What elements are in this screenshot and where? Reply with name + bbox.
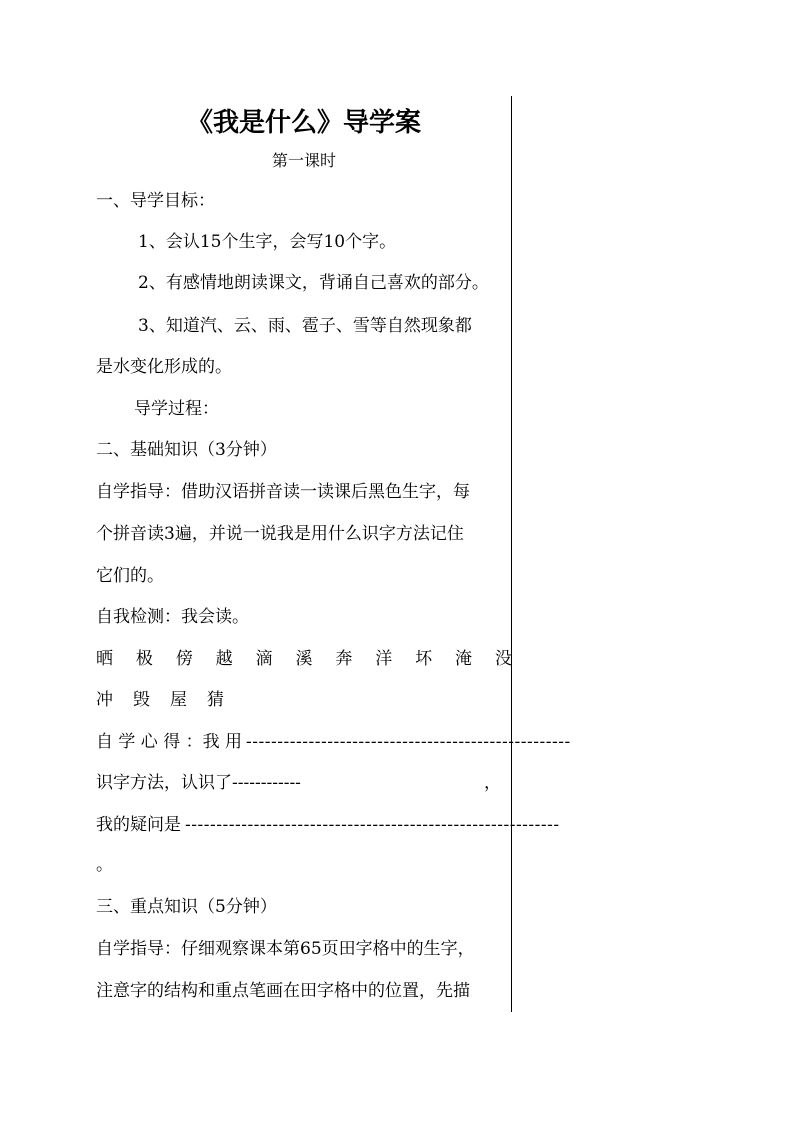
reflection-blank: ---------------------------------------------------- [246, 732, 571, 752]
section2-guide-line1: 自学指导：借助汉语拼音读一读课后黑色生字，每 [96, 482, 470, 502]
goal-3-line1: 3、知道汽、云、雨、雹子、雪等自然现象都 [138, 316, 472, 336]
question-line [96, 814, 560, 836]
section3-guide-line2: 注意字的结构和重点笔画在田字格中的位置，先描 [96, 981, 470, 1001]
goal-3-line2: 是水变化形成的。 [96, 357, 232, 377]
document-title: 《我是什么》导学案 [186, 108, 421, 138]
char: 滴 [255, 649, 273, 669]
goal-1: 1、会认15个生字，会写10个字。 [138, 232, 397, 252]
method-line [96, 772, 301, 794]
goal-2: 2、有感情地朗读课文，背诵自己喜欢的部分。 [138, 273, 489, 293]
section1-heading: 一、导学目标： [96, 191, 215, 211]
section2-guide-line2: 个拼音读3遍，并说一说我是用什么识字方法记住 [96, 524, 464, 544]
char: 坏 [415, 649, 433, 669]
char: 奔 [335, 649, 353, 669]
process-heading: 导学过程： [134, 399, 219, 419]
char: 猜 [207, 690, 224, 710]
reflection-line [96, 731, 571, 753]
char: 晒 [96, 649, 113, 669]
char: 越 [215, 649, 233, 669]
char: 淹 [455, 649, 473, 669]
chars-row-1 [96, 648, 512, 670]
section2-guide-line3: 它们的。 [96, 566, 164, 586]
method-text: 识字方法，认识了------------ [96, 773, 301, 793]
section3-heading: 三、重点知识（5分钟） [96, 897, 277, 917]
char: 毁 [133, 690, 150, 710]
chars-row-2 [96, 689, 224, 711]
document-column [96, 96, 571, 1012]
char: 极 [135, 649, 153, 669]
char: 洋 [375, 649, 393, 669]
question-label: 我的疑问是 [96, 815, 181, 835]
question-blank: ------------------------------------------------------------ [185, 815, 560, 835]
char: 傍 [175, 649, 193, 669]
method-comma: ， [484, 773, 501, 793]
section2-heading: 二、基础知识（3分钟） [96, 440, 277, 460]
self-check: 自我检测：我会读。 [96, 607, 249, 627]
char: 屋 [170, 690, 187, 710]
section3-guide-line1: 自学指导：仔细观察课本第65页田字格中的生字， [96, 939, 475, 959]
question-period: 。 [96, 855, 113, 875]
char: 溪 [295, 649, 313, 669]
char: 冲 [96, 690, 113, 710]
document-subtitle: 第一课时 [271, 151, 336, 170]
char: 没 [494, 649, 512, 669]
reflection-label: 自 学 心 得 ：我 用 [96, 732, 243, 752]
